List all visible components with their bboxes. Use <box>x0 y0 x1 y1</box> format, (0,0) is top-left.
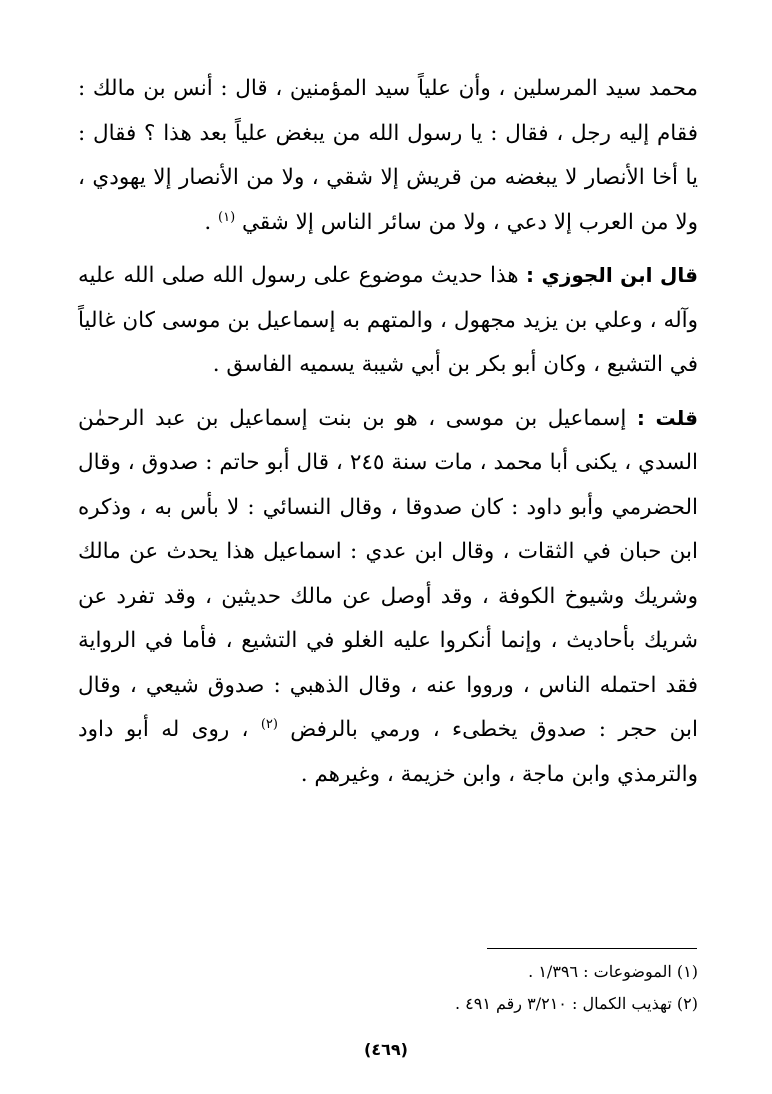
paragraph-body: محمد سيد المرسلين ، وأن علياً سيد المؤمنين ، قال : أنس بن مالك : فقام إليه رجل ، فقال : يا رسول الله من يبغض علياً بعد هذا ؟ فقال : يا أخا الأنصار لا يبغضه من قريش إلا شقي ، ولا من الأنصار إلا يهودي ، ولا من العرب إلا دعي ، ولا من سائر الناس إلا شقي <box>78 76 698 235</box>
paragraph-lead: قلت : <box>636 405 698 430</box>
paragraph-1 <box>78 66 698 245</box>
footnote-reference: (١) <box>218 209 236 225</box>
footnote-reference: (٢) <box>260 716 278 732</box>
paragraph-tail: . <box>204 209 219 235</box>
footnote-divider <box>487 948 697 949</box>
paragraph-tail: ، روى له أبو داود والترمذي وابن ماجة ، وابن خزيمة ، وغيرهم . <box>78 717 698 787</box>
footnote-1: (١) الموضوعات : ١/٣٩٦ . <box>528 962 698 981</box>
footnote-2: (٢) تهذيب الكمال : ٣/٢١٠ رقم ٤٩١ . <box>454 994 698 1013</box>
paragraph-2 <box>78 253 698 388</box>
paragraph-body: إسماعيل بن موسى ، هو بن بنت إسماعيل بن عبد الرحمٰن السدي ، يكنى أبا محمد ، مات سنة ٢٤٥ ، قال أبو حاتم : صدوق ، وقال الحضرمي وأبو داود : كان صدوقا ، وقال النسائي : لا بأس به ، وذكره ابن حبان في الثقات ، وقال ابن عدي : اسماعيل هذا يحدث عن مالك وشريك وشيوخ الكوفة ، وقد أوصل عن مالك حديثين ، وقد تفرد عن شريك بأحاديث ، وإنما أنكروا عليه الغلو في التشيع ، فأما في الرواية فقد احتمله الناس ، ورووا عنه ، وقال الذهبي : صدوق شيعي ، وقال ابن حجر : صدوق يخطىء ، ورمي بالرفض <box>78 405 698 742</box>
page-number: (٤٦٩) <box>364 1040 408 1059</box>
paragraph-lead: قال ابن الجوزي : <box>526 263 698 287</box>
paragraph-3 <box>78 396 698 798</box>
main-text <box>78 66 698 805</box>
paragraph-body: هذا حديث موضوع على رسول الله صلى الله عليه وآله ، وعلي بن يزيد مجهول ، والمتهم به إسماعيل بن موسى كان غالياً في التشيع ، وكان أبو بكر بن أبي شيبة يسميه الفاسق . <box>78 263 698 377</box>
footnotes <box>78 956 698 1020</box>
